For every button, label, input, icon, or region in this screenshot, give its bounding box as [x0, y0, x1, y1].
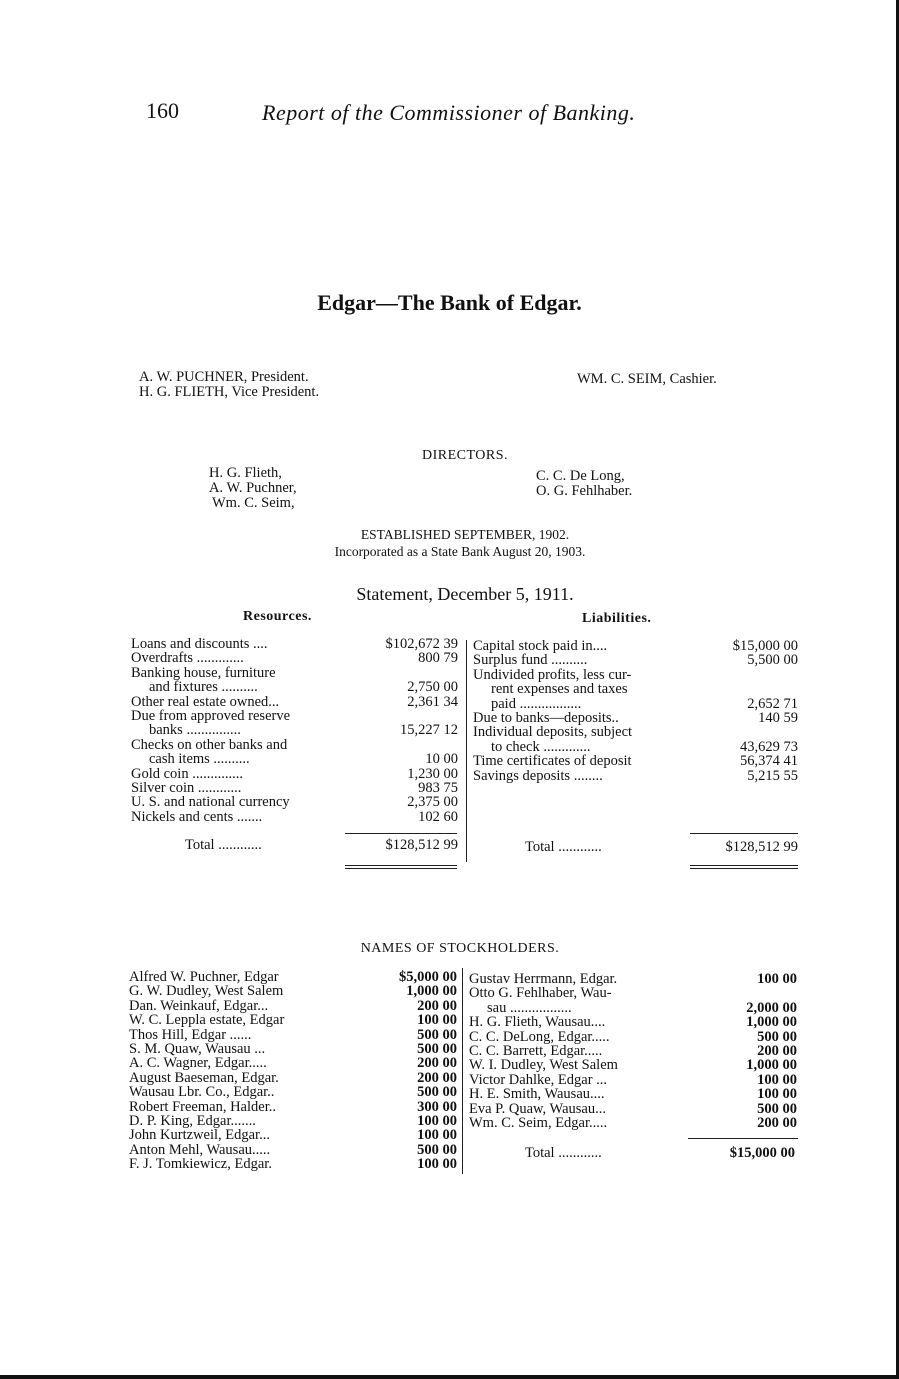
- stockholder-amount: 100 00: [417, 1127, 457, 1144]
- resources-total-amount: $128,512 99: [385, 837, 458, 853]
- stockholder-name: S. M. Quaw, Wausau ...: [129, 1041, 266, 1057]
- stockholders-total-label: Total ............: [525, 1145, 602, 1161]
- stockholder-name: Victor Dahlke, Edgar ...: [469, 1071, 608, 1088]
- stockholder-name: F. J. Tomkiewicz, Edgar.: [129, 1156, 272, 1173]
- liability-label: rent expenses and taxes: [491, 681, 628, 698]
- resource-amount: 2,361 34: [407, 693, 458, 710]
- liability-amount: 2,652 71: [747, 695, 798, 712]
- director: A. W. Puchner,: [209, 480, 297, 496]
- resource-label: Silver coin ............: [131, 780, 242, 796]
- liability-amount: 5,500 00: [747, 652, 798, 669]
- resource-label: Other real estate owned...: [131, 693, 280, 710]
- director: H. G. Flieth,: [209, 465, 282, 481]
- total-rule: [345, 833, 457, 834]
- resource-label: banks ...............: [149, 722, 241, 739]
- total-double-rule: [345, 865, 457, 866]
- running-title: Report of the Commissioner of Banking.: [262, 100, 636, 125]
- stockholder-name: A. C. Wagner, Edgar.....: [129, 1055, 267, 1072]
- statement-title: Statement, December 5, 1911.: [356, 584, 574, 604]
- directors-heading: DIRECTORS.: [421, 448, 509, 463]
- resource-amount: 2,750 00: [407, 679, 458, 696]
- resource-label: Due from approved reserve: [131, 708, 291, 724]
- liability-label: Capital stock paid in....: [473, 638, 608, 654]
- stockholder-amount: 200 00: [417, 997, 457, 1014]
- liability-amount: $15,000 00: [732, 638, 798, 654]
- liability-amount: 43,629 73: [740, 738, 798, 755]
- stockholder-amount: 1,000 00: [746, 1057, 797, 1074]
- resource-label: Loans and discounts ....: [131, 636, 268, 652]
- resource-amount: 983 75: [418, 780, 458, 796]
- liability-label: paid .................: [491, 695, 582, 712]
- stockholders-heading: NAMES OF STOCKHOLDERS.: [360, 941, 560, 956]
- resource-amount: 2,375 00: [407, 794, 458, 811]
- officer-cashier: WM. C. SEIM, Cashier.: [577, 371, 717, 387]
- stockholder-name: Alfred W. Puchner, Edgar: [129, 969, 279, 985]
- stockholder-amount: 200 00: [757, 1115, 797, 1131]
- resource-label: U. S. and national currency: [131, 794, 290, 811]
- total-rule: [690, 833, 798, 834]
- resources-heading: Resources.: [243, 609, 312, 624]
- stockholder-name: Otto G. Fehlhaber, Wau-: [469, 985, 612, 1002]
- stockholder-amount: 2,000 00: [746, 999, 797, 1016]
- director: C. C. De Long,: [536, 468, 625, 484]
- resource-label: Gold coin ..............: [131, 765, 243, 782]
- resource-label: Nickels and cents .......: [131, 808, 263, 825]
- stockholder-amount: 1,000 00: [746, 1014, 797, 1031]
- stockholder-amount: 100 00: [417, 1012, 457, 1029]
- stockholder-amount: 100 00: [757, 971, 797, 987]
- liability-label: Due to banks—deposits..: [473, 710, 619, 726]
- liability-amount: 5,215 55: [747, 767, 798, 784]
- stockholder-name: D. P. King, Edgar.......: [129, 1113, 256, 1129]
- stockholders-divider: [462, 968, 463, 1174]
- resource-amount: 15,227 12: [400, 722, 458, 739]
- resource-amount: 102 60: [418, 808, 458, 825]
- resource-label: and fixtures ..........: [149, 679, 258, 696]
- resources-total-label: Total ............: [185, 837, 262, 853]
- stockholder-name: H. E. Smith, Wausau....: [469, 1086, 605, 1103]
- stockholder-name: John Kurtzweil, Edgar...: [129, 1127, 270, 1144]
- stockholder-amount: 500 00: [757, 1100, 797, 1117]
- column-divider: [466, 640, 467, 862]
- stockholder-amount: 500 00: [417, 1141, 457, 1158]
- stockholder-name: Gustav Herrmann, Edgar.: [469, 971, 618, 987]
- stockholder-name: C. C. DeLong, Edgar.....: [469, 1028, 610, 1045]
- liability-label: Time certificates of deposit: [473, 753, 632, 770]
- liability-label: Undivided profits, less cur-: [473, 666, 632, 683]
- liability-label: Savings deposits ........: [473, 767, 603, 784]
- director: O. G. Fehlhaber.: [536, 483, 633, 499]
- resource-label: cash items ..........: [149, 751, 250, 768]
- stockholder-name: Dan. Weinkauf, Edgar...: [129, 997, 269, 1014]
- resource-amount: 1,230 00: [407, 765, 458, 782]
- director: Wm. C. Seim,: [212, 495, 295, 511]
- incorporated-date: Incorporated as a State Bank August 20, 1903.: [334, 544, 586, 559]
- stockholder-name: G. W. Dudley, West Salem: [129, 983, 284, 1000]
- stockholder-amount: 100 00: [757, 1086, 797, 1103]
- stockholder-amount: 200 00: [757, 1043, 797, 1059]
- stockholder-name: W. I. Dudley, West Salem: [469, 1057, 618, 1074]
- liability-amount: 140 59: [758, 710, 798, 726]
- stockholder-name: Anton Mehl, Wausau.....: [129, 1141, 271, 1158]
- stockholder-name: Wausau Lbr. Co., Edgar..: [129, 1084, 275, 1101]
- stockholder-amount: 100 00: [417, 1156, 457, 1173]
- stockholder-name: Wm. C. Seim, Edgar.....: [469, 1115, 608, 1131]
- stockholder-amount: 200 00: [417, 1069, 457, 1086]
- resource-label: Overdrafts .............: [131, 650, 244, 667]
- officer-vice-president: H. G. FLIETH, Vice President.: [139, 384, 320, 400]
- resource-amount: 800 79: [418, 650, 458, 667]
- stockholder-amount: 500 00: [417, 1026, 457, 1043]
- stockholder-amount: 200 00: [417, 1055, 457, 1072]
- resource-amount: $102,672 39: [385, 636, 458, 652]
- stockholder-amount: 500 00: [757, 1028, 797, 1045]
- stockholder-amount: 500 00: [417, 1084, 457, 1101]
- stockholder-amount: $5,000 00: [399, 969, 457, 985]
- stockholder-amount: 100 00: [417, 1113, 457, 1129]
- liability-label: Individual deposits, subject: [473, 724, 633, 741]
- total-double-rule: [690, 868, 798, 869]
- resource-amount: 10 00: [425, 751, 458, 768]
- liabilities-total-label: Total ............: [525, 839, 602, 855]
- liability-label: to check .............: [491, 738, 591, 755]
- stockholder-name: August Baeseman, Edgar.: [129, 1069, 279, 1086]
- stockholder-name: Robert Freeman, Halder..: [129, 1098, 276, 1115]
- stockholder-amount: 300 00: [417, 1098, 457, 1115]
- stockholder-amount: 100 00: [757, 1071, 797, 1088]
- liabilities-total-amount: $128,512 99: [725, 839, 798, 855]
- liability-amount: 56,374 41: [740, 753, 798, 770]
- stockholder-name: Thos Hill, Edgar ......: [129, 1026, 252, 1043]
- stockholder-name: H. G. Flieth, Wausau....: [469, 1014, 606, 1031]
- total-double-rule: [345, 868, 457, 869]
- total-double-rule: [690, 865, 798, 866]
- stockholder-name: C. C. Barrett, Edgar.....: [469, 1043, 603, 1059]
- stockholder-amount: 500 00: [417, 1041, 457, 1057]
- resource-label: Checks on other banks and: [131, 736, 288, 753]
- stockholder-amount: 1,000 00: [406, 983, 457, 1000]
- established-date: ESTABLISHED SEPTEMBER, 1902.: [360, 527, 570, 542]
- stockholder-name: sau .................: [487, 999, 572, 1016]
- stockholder-name: Eva P. Quaw, Wausau...: [469, 1100, 606, 1117]
- scan-edge: [0, 1375, 899, 1379]
- resource-label: Banking house, furniture: [131, 664, 276, 681]
- liabilities-heading: Liabilities.: [582, 611, 652, 626]
- stockholders-total-rule: [688, 1138, 798, 1139]
- bank-title: Edgar—The Bank of Edgar.: [317, 290, 582, 315]
- stockholders-total-amount: $15,000 00: [729, 1145, 795, 1161]
- page-number: 160: [146, 98, 179, 123]
- officer-president: A. W. PUCHNER, President.: [139, 369, 309, 385]
- stockholder-name: W. C. Leppla estate, Edgar: [129, 1012, 285, 1029]
- liability-label: Surplus fund ..........: [473, 652, 588, 669]
